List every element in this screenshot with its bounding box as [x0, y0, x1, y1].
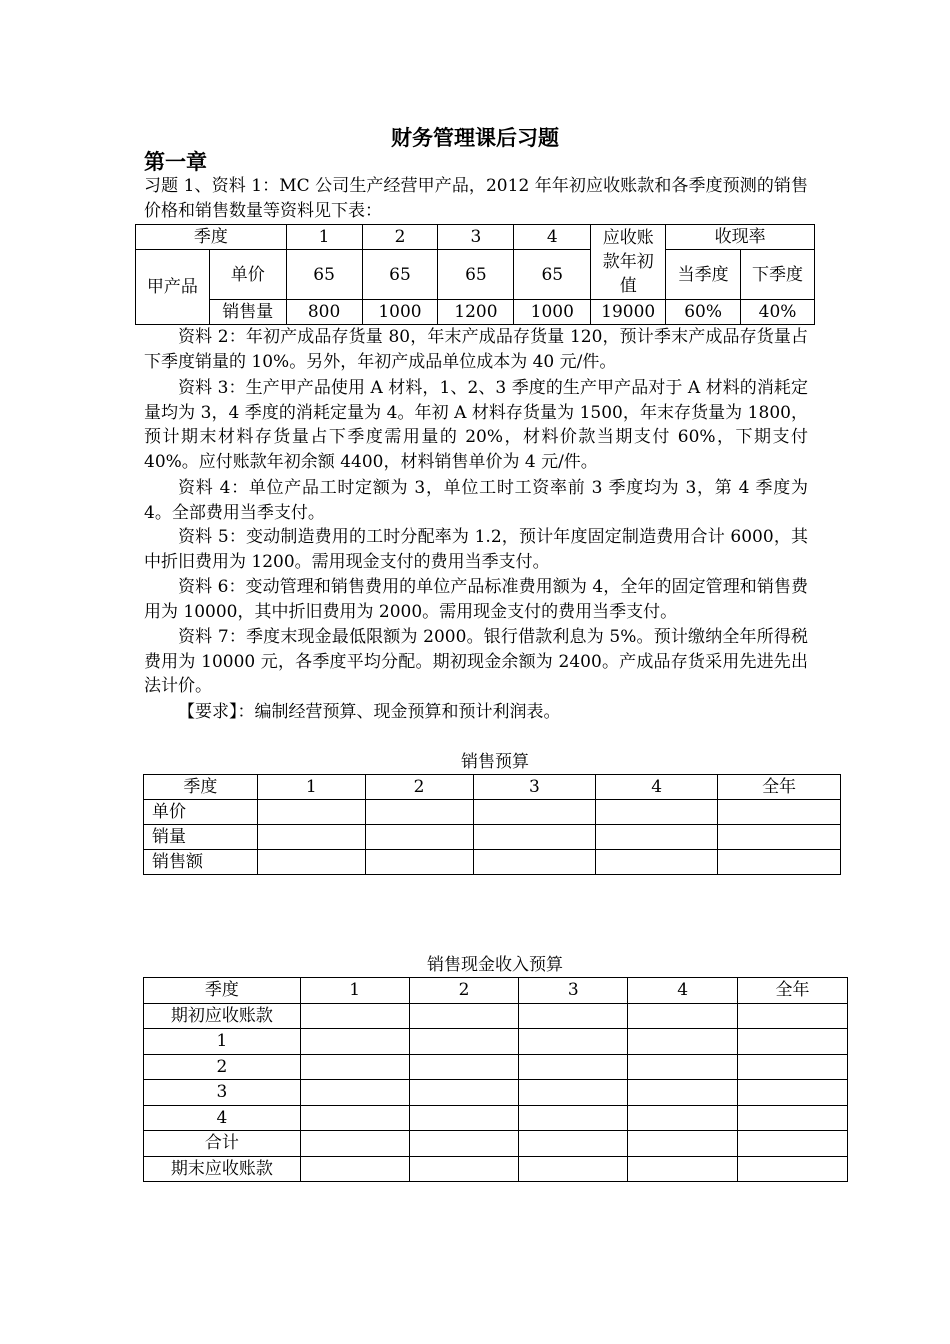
header-cell: 2: [409, 978, 519, 1004]
volume-cell: 1000: [362, 300, 438, 325]
product-name: 甲产品: [136, 250, 210, 325]
page-title: 财务管理课后习题: [391, 125, 559, 150]
row-label: 单价: [144, 800, 258, 825]
next-quarter-label: 下季度: [741, 250, 815, 300]
row-label: 期末应收账款: [144, 1156, 301, 1182]
volume-cell: 800: [286, 300, 362, 325]
header-cell: 1: [300, 978, 409, 1004]
sales-budget-table: [143, 774, 841, 875]
table-row: [144, 1156, 848, 1182]
table-row: [144, 850, 841, 875]
row-label: 2: [144, 1054, 301, 1080]
header-cell: 4: [596, 775, 718, 800]
product-data-table: [135, 224, 815, 325]
receivable-value: 19000: [591, 300, 666, 325]
collection-rate-header: 收现率: [666, 225, 815, 250]
quarter-header: 2: [362, 225, 438, 250]
table-row: [144, 800, 841, 825]
price-cell: 65: [514, 250, 591, 300]
next-rate: 40%: [741, 300, 815, 325]
table-row: [144, 1054, 848, 1080]
intro-paragraph: 习题 1、资料 1：MC 公司生产经营甲产品，2012 年年初应收账款和各季度预测的销售价格和销售数量等资料见下表：: [144, 176, 808, 221]
price-cell: 65: [286, 250, 362, 300]
cash-budget-caption: 销售现金收入预算: [427, 955, 563, 975]
row-label: 1: [144, 1029, 301, 1055]
material-4: 资料 4：单位产品工时定额为 3，单位工时工资率前 3 季度均为 3，第 4 季度为 4。全部费用当季支付。: [144, 478, 808, 523]
volume-label: 销售量: [209, 300, 286, 325]
price-cell: 65: [438, 250, 514, 300]
table-row: [144, 1105, 848, 1131]
row-label: 期初应收账款: [144, 1003, 301, 1029]
row-label: 销量: [144, 825, 258, 850]
header-cell: 3: [473, 775, 596, 800]
chapter-heading: 第一章: [144, 149, 207, 174]
table-row: [144, 1029, 848, 1055]
row-label: 销售额: [144, 850, 258, 875]
table-row: [144, 1080, 848, 1106]
receivable-header: 应收账款年初值: [591, 225, 666, 300]
quarter-header: 1: [286, 225, 362, 250]
requirement: 【要求】：编制经营预算、现金预算和预计利润表。: [178, 702, 561, 722]
header-cell: 全年: [718, 775, 841, 800]
material-2: 资料 2：年初产成品存货量 80，年末产成品存货量 120，预计季末产成品存货量占下季度销量的 10%。另外，年初产成品单位成本为 40 元/件。: [144, 327, 808, 372]
material-3: 资料 3：生产甲产品使用 A 材料，1、2、3 季度的生产甲产品对于 A 材料的消耗定量均为 3，4 季度的消耗定量为 4。年初 A 材料存货量为 1500，年末存货量为 1800，预计期末材料存货量占下季度需用量的 20%，材料价款当期支付 60%，下期支付 40%。应付账款年初余额 4400，材料销售单价为 4 元/件。: [144, 378, 808, 472]
row-label: 4: [144, 1105, 301, 1131]
table-row: [144, 1131, 848, 1157]
volume-cell: 1200: [438, 300, 514, 325]
header-cell: 全年: [738, 978, 848, 1004]
header-cell: 4: [628, 978, 738, 1004]
header-cell: 季度: [144, 775, 258, 800]
sales-budget-caption: 销售预算: [461, 752, 529, 772]
header-cell: 1: [257, 775, 365, 800]
material-5: 资料 5：变动制造费用的工时分配率为 1.2，预计年度固定制造费用合计 6000，其中折旧费用为 1200。需用现金支付的费用当季支付。: [144, 527, 808, 572]
table-row: [144, 825, 841, 850]
current-rate: 60%: [666, 300, 741, 325]
current-quarter-label: 当季度: [666, 250, 741, 300]
cash-budget-table: [143, 977, 848, 1182]
quarter-header: 4: [514, 225, 591, 250]
row-label: 3: [144, 1080, 301, 1106]
header-cell: 2: [365, 775, 473, 800]
price-cell: 65: [362, 250, 438, 300]
row-label: 合计: [144, 1131, 301, 1157]
season-header: 季度: [136, 225, 287, 250]
material-6: 资料 6：变动管理和销售费用的单位产品标准费用额为 4，全年的固定管理和销售费用为 10000，其中折旧费用为 2000。需用现金支付的费用当季支付。: [144, 577, 808, 622]
volume-cell: 1000: [514, 300, 591, 325]
header-cell: 季度: [144, 978, 301, 1004]
price-label: 单价: [209, 250, 286, 300]
header-cell: 3: [519, 978, 628, 1004]
quarter-header: 3: [438, 225, 514, 250]
material-7: 资料 7：季度末现金最低限额为 2000。银行借款利息为 5%。预计缴纳全年所得税费用为 10000 元，各季度平均分配。期初现金余额为 2400。产成品存货采用先进先出法计价。: [144, 627, 808, 696]
table-row: [144, 1003, 848, 1029]
